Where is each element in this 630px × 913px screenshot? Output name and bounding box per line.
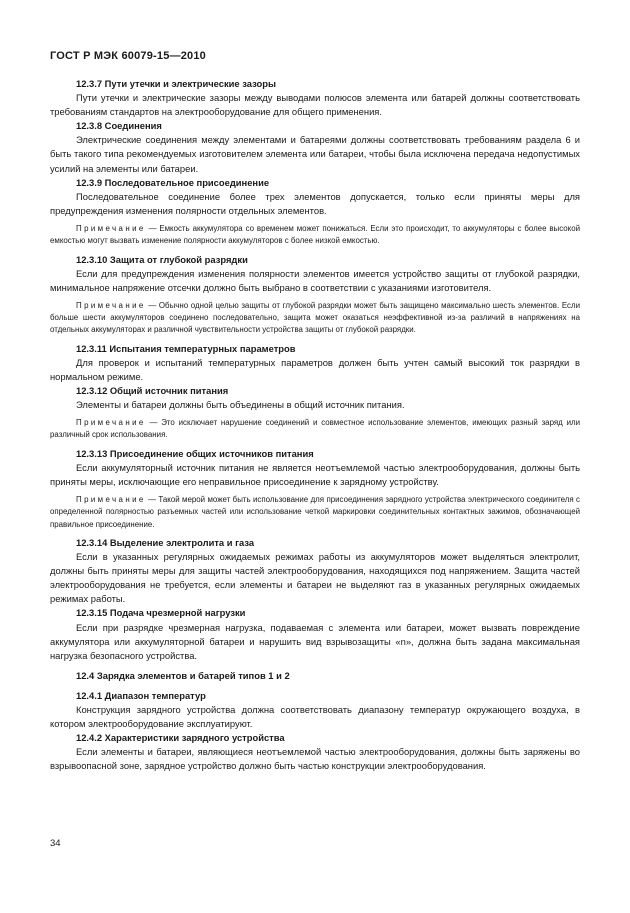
note-label: Примечание	[76, 495, 146, 505]
document-header: ГОСТ Р МЭК 60079-15—2010	[50, 50, 207, 62]
note-label: Примечание	[76, 223, 146, 233]
section-body-12-3-8: Электрические соединения между элементами и батареями должны соответствовать требованиям раздела 6 и быть такого типа рекомендуемых изготовителем элемента или батареи, чтобы была исключена передача недопустимых усилий на элементы или батареи.	[50, 134, 580, 174]
section-heading-12-3-12: 12.3.12 Общий источник питания	[76, 384, 229, 396]
section-body-12-3-10: Если для предупреждения изменения полярности элементов имеется устройство защиты от глубокой разрядки, минимальное напряжение отсечки должно быть выбрано в соответствии с указаниями изготовителя.	[50, 267, 580, 293]
section-heading-12-3-10: 12.3.10 Защита от глубокой разрядки	[76, 253, 248, 265]
section-body-12-3-7: Пути утечки и электрические зазоры между выводами полюсов элемента или батарей должны соответствовать требованиям стандартов на электрооборудование для общего применения.	[50, 92, 580, 118]
section-heading-12-3-9: 12.3.9 Последовательное присоединение	[76, 176, 270, 188]
section-heading-12-4-2: 12.4.2 Характеристики зарядного устройства	[76, 732, 285, 744]
section-body-12-4-2: Если элементы и батареи, являющиеся неотъемлемой частью электрооборудования, должны быть заряжены во взрывоопасной зоне, зарядное устройство должно быть частью конструкции электрооборудования.	[50, 746, 580, 772]
note-12-3-9	[50, 223, 580, 248]
section-heading-12-3-11: 12.3.11 Испытания температурных параметров	[76, 342, 296, 354]
note-12-3-13	[50, 494, 580, 531]
section-body-12-3-15: Если при разрядке чрезмерная нагрузка, подаваемая с элемента или батареи, может вызвать повреждение аккумулятора или аккумуляторной батареи и нарушить вид взрывозащиты «n», должна быть задана максимальная нагрузка безопасного устройства.	[50, 621, 580, 661]
note-text: — Емкость аккумулятора со временем может понижаться. Если это происходит, то аккумуляторы с более высокой емкостью могут вызвать изменение полярности аккумуляторов с более низкой емкостью.	[50, 223, 580, 246]
note-12-3-12	[50, 417, 580, 442]
note-12-3-10	[50, 300, 580, 337]
note-label: Примечание	[76, 300, 146, 310]
note-label: Примечание	[76, 418, 146, 428]
note-text: — Обычно одной целью защиты от глубокой разрядки может быть защищено максимально шесть элементов. Если больше шести аккумуляторов соединено последовательно, защита может оказаться неэффективной из-за различий в напряжениях на отдельных аккумуляторах и различной чувствительности устройства защиты от глубокой разрядки.	[50, 300, 580, 335]
page-number: 34	[50, 838, 61, 849]
section-heading-12-3-14: 12.3.14 Выделение электролита и газа	[76, 536, 255, 548]
section-heading-12-3-8: 12.3.8 Соединения	[76, 120, 162, 132]
section-heading-12-3-15: 12.3.15 Подача чрезмерной нагрузки	[76, 607, 246, 619]
section-heading-12-4-1: 12.4.1 Диапазон температур	[76, 689, 206, 701]
document-body	[50, 77, 580, 773]
section-body-12-3-14: Если в указанных регулярных ожидаемых режимах работы из аккумуляторов может выделяться электролит, должны быть приняты меры для защиты частей электрооборудования, находящихся под напряжением. Защита частей электрооборудования не требуется, если элементы и батареи не выделяют газ в указанных регулярных ожидаемых режимах работы.	[50, 551, 580, 605]
section-heading-12-3-13: 12.3.13 Присоединение общих источников питания	[76, 447, 314, 459]
note-text: — Это исключает нарушение соединений и совместное использование элементов, имеющих разный заряд или различный срок использования.	[50, 418, 580, 440]
section-heading-12-4: 12.4 Зарядка элементов и батарей типов 1 и 2	[76, 669, 290, 681]
section-body-12-3-12: Элементы и батареи должны быть объединены в общий источник питания.	[76, 399, 405, 411]
section-heading-12-3-7: 12.3.7 Пути утечки и электрические зазоры	[76, 78, 277, 89]
section-body-12-4-1: Конструкция зарядного устройства должна соответствовать диапазону температур окружающего воздуха, в котором электрооборудование эксплуатируют.	[50, 703, 580, 730]
section-body-12-3-11: Для проверок и испытаний температурных параметров должен быть учтен самый высокий ток разрядки в нормальном режиме.	[50, 356, 580, 382]
section-body-12-3-13: Если аккумуляторный источник питания не является неотъемлемой частью электрооборудования, должны быть приняты меры, исключающие его неправильное присоединение к зарядному устройству.	[50, 461, 580, 487]
note-text: — Такой мерой может быть использование для присоединения зарядного устройства электрического соединителя с определенной полярностью разъемных частей или использование четкой маркировки соединительных контактных зажимов, обозначающей правильное присоединение.	[50, 495, 580, 529]
section-body-12-3-9: Последовательное соединение более трех элементов допускается, только если приняты меры для предупреждения изменения полярности отдельных элементов.	[50, 190, 580, 216]
